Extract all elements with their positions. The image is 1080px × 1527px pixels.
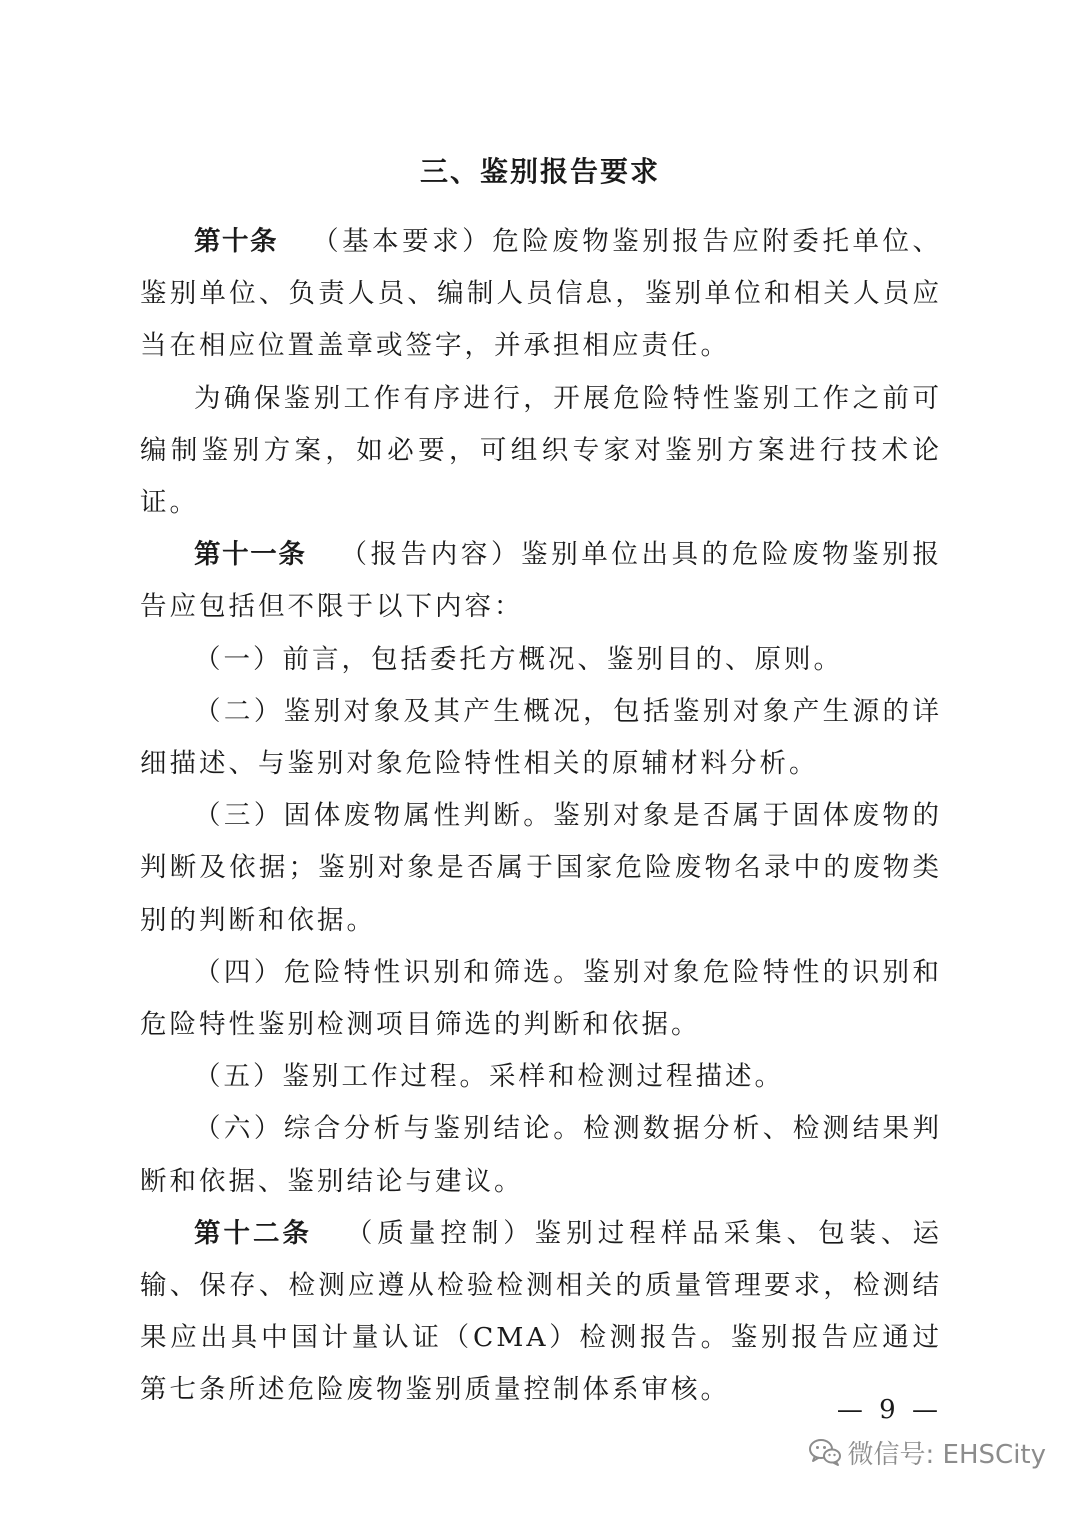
list-item (140, 634, 942, 686)
document-body (140, 216, 942, 1417)
paragraph-text: 为确保鉴别工作有序进行，开展危险特性鉴别工作之前可编制鉴别方案，如必要，可组织专家对鉴别方案进行技术论证。 (140, 382, 942, 519)
article-12-paragraph (140, 1208, 942, 1417)
wechat-icon (808, 1437, 842, 1467)
list-item (140, 1051, 942, 1103)
paragraph-text: （六）综合分析与鉴别结论。检测数据分析、检测结果判断和依据、鉴别结论与建议。 (140, 1113, 942, 1197)
paragraph-text: （一）前言，包括委托方概况、鉴别目的、原则。 (194, 643, 843, 675)
article-number: 第十二条 (194, 1217, 312, 1249)
list-item (140, 947, 942, 1051)
paragraph-text: （报告内容）鉴别单位出具的危险废物鉴别报告应包括但不限于以下内容： (140, 539, 943, 623)
paragraph-text: （三）固体废物属性判断。鉴别对象是否属于固体废物的判断及依据；鉴别对象是否属于国家危险废物名录中的废物类别的判断和依据。 (140, 800, 942, 936)
wechat-watermark (808, 1432, 1046, 1472)
paragraph-text: （质量控制）鉴别过程样品采集、包装、运输、保存、检测应遵从检验检测相关的质量管理要求，检测结果应出具中国计量认证（CMA）检测报告。鉴别报告应通过第七条所述危险废物鉴别质量控制体系审核。 (140, 1217, 943, 1406)
paragraph-text: （二）鉴别对象及其产生概况，包括鉴别对象产生源的详细描述、与鉴别对象危险特性相关的原辅材料分析。 (140, 695, 942, 780)
watermark-text: 微信号: EHSCity (847, 1439, 1046, 1470)
page-number: — 9 — (836, 1395, 942, 1425)
paragraph-text: （基本要求）危险废物鉴别报告应附委托单位、鉴别单位、负责人员、编制人员信息，鉴别单位和相关人员应当在相应位置盖章或签字，并承担相应责任。 (140, 226, 943, 362)
paragraph (140, 373, 942, 530)
article-10-paragraph (140, 216, 942, 373)
paragraph-text: （四）危险特性识别和筛选。鉴别对象危险特性的识别和危险特性鉴别检测项目筛选的判断和依据。 (140, 956, 942, 1041)
section-heading: 三、鉴别报告要求 (419, 155, 660, 188)
article-number: 第十一条 (194, 539, 307, 571)
article-11-paragraph (140, 529, 942, 633)
list-item (140, 1103, 942, 1207)
list-item (140, 790, 942, 947)
paragraph-text: （五）鉴别工作过程。采样和检测过程描述。 (194, 1061, 784, 1093)
article-number: 第十条 (194, 226, 279, 257)
list-item (140, 686, 942, 790)
